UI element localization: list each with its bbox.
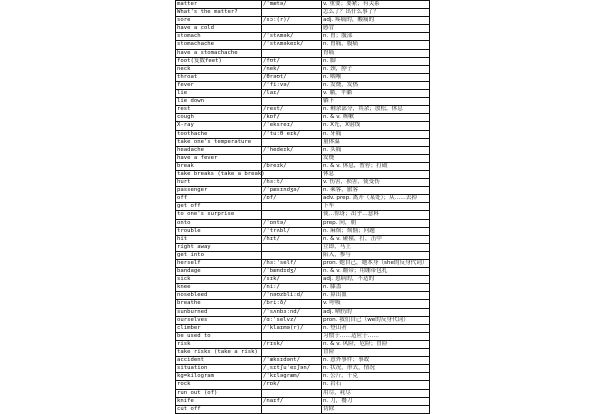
word-cell: climber [176, 324, 262, 332]
vocab-row [176, 349, 430, 357]
word-cell: have a stomachache [176, 49, 262, 57]
word-cell: nosebleed [176, 292, 262, 300]
phonetic-cell [262, 154, 322, 162]
meaning-cell: n. 刀，餐刀 [322, 397, 430, 405]
phonetic-cell: /ˈklaɪmə(r)/ [262, 324, 322, 332]
vocab-row [176, 235, 430, 243]
vocab-row [176, 268, 430, 276]
phonetic-cell: /ˈstʌməkeɪk/ [262, 41, 322, 49]
word-cell: herself [176, 260, 262, 268]
phonetic-cell: /ˈsʌnbɜːnd/ [262, 308, 322, 316]
phonetic-cell: /nek/ [262, 65, 322, 73]
vocab-row [176, 340, 430, 348]
meaning-cell: adj. 晒伤的 [322, 308, 430, 316]
meaning-cell: n. & v. 风险，危险；冒险 [322, 340, 430, 348]
word-cell: have a cold [176, 25, 262, 33]
word-cell: get into [176, 251, 262, 259]
meaning-cell: n. & v. 咳嗽 [322, 114, 430, 122]
word-cell: get off [176, 203, 262, 211]
word-cell: cough [176, 114, 262, 122]
word-cell: kg=kilogram [176, 373, 262, 381]
phonetic-cell [262, 389, 322, 397]
vocab-row [176, 81, 430, 89]
word-cell: knee [176, 284, 262, 292]
phonetic-cell: /ˈɒntə/ [262, 219, 322, 227]
vocab-row [176, 98, 430, 106]
word-cell: stomachache [176, 41, 262, 49]
meaning-cell: 切除 [322, 405, 430, 413]
meaning-cell: n. 脚 [322, 57, 430, 65]
word-cell: to one's surprise [176, 211, 262, 219]
phonetic-cell: /niː/ [262, 284, 322, 292]
meaning-cell: pron. 她自己，她本身（she的反身代词） [322, 260, 430, 268]
meaning-cell: 感冒 [322, 25, 430, 33]
meaning-cell: n. & v. 绷带；用绷带包扎 [322, 268, 430, 276]
word-cell: accident [176, 357, 262, 365]
meaning-cell: n. 发烧，发热 [322, 81, 430, 89]
phonetic-cell [262, 243, 322, 251]
meaning-cell: prep. 向，朝 [322, 219, 430, 227]
phonetic-cell: /ˈnəʊzbliːd/ [262, 292, 322, 300]
vocab-row [176, 308, 430, 316]
vocab-row [176, 138, 430, 146]
word-cell: lie down [176, 98, 262, 106]
vocab-row [176, 179, 430, 187]
vocab-row [176, 211, 430, 219]
vocab-row [176, 146, 430, 154]
meaning-cell: n. 意外事件；事故 [322, 357, 430, 365]
word-cell: breathe [176, 300, 262, 308]
phonetic-cell: /sɪk/ [262, 276, 322, 284]
word-cell: have a fever [176, 154, 262, 162]
phonetic-cell [262, 49, 322, 57]
word-cell: rock [176, 381, 262, 389]
meaning-cell: n. & v. 休息，暂停；打破 [322, 162, 430, 170]
meaning-cell: n. 岩石 [322, 381, 430, 389]
phonetic-cell: /naɪf/ [262, 397, 322, 405]
vocab-row [176, 284, 430, 292]
vocab-row [176, 41, 430, 49]
vocab-row [176, 90, 430, 98]
meaning-cell: v. 伤害，损害，使受伤 [322, 179, 430, 187]
vocab-row [176, 33, 430, 41]
phonetic-cell: /ˈmætə/ [262, 1, 322, 9]
phonetic-cell: /kɒf/ [262, 114, 322, 122]
word-cell: matter [176, 1, 262, 9]
phonetic-cell: /ˈfiːvə/ [262, 81, 322, 89]
meaning-cell: 习惯于……适应于…… [322, 332, 430, 340]
vocab-row [176, 260, 430, 268]
word-cell: rest [176, 106, 262, 114]
word-cell: toothache [176, 130, 262, 138]
word-cell: hit [176, 235, 262, 243]
vocab-row [176, 17, 430, 25]
word-cell: sunburned [176, 308, 262, 316]
phonetic-cell: /hɜːˈself/ [262, 260, 322, 268]
word-cell: bandage [176, 268, 262, 276]
meaning-cell: 使…惊讶；出乎…意料 [322, 211, 430, 219]
phonetic-cell [262, 332, 322, 340]
word-cell: ourselves [176, 316, 262, 324]
meaning-cell: 发烧 [322, 154, 430, 162]
vocab-row [176, 251, 430, 259]
phonetic-cell [262, 9, 322, 17]
phonetic-cell: /ˈstʌmək/ [262, 33, 322, 41]
vocab-row [176, 162, 430, 170]
meaning-cell: 休息 [322, 170, 430, 178]
word-cell: neck [176, 65, 262, 73]
phonetic-cell: /ˌsɪtʃuˈeɪʃən/ [262, 365, 322, 373]
phonetic-cell [262, 251, 322, 259]
word-cell: X-ray [176, 122, 262, 130]
vocab-row [176, 227, 430, 235]
meaning-cell: n. 剩余部分，其余；放松，休息 [322, 106, 430, 114]
phonetic-cell: /breɪk/ [262, 162, 322, 170]
phonetic-cell: /rest/ [262, 106, 322, 114]
vocab-row [176, 9, 430, 17]
vocab-row [176, 300, 430, 308]
vocabulary-table [175, 0, 430, 414]
phonetic-cell: /ˈæksɪdənt/ [262, 357, 322, 365]
meaning-cell: v. 呼吸 [322, 300, 430, 308]
meaning-cell: 胃痛 [322, 49, 430, 57]
phonetic-cell [262, 25, 322, 33]
meaning-cell: pron. 我们自己（we的反身代词） [322, 316, 430, 324]
word-cell: risk [176, 340, 262, 348]
phonetic-cell: /rɪsk/ [262, 340, 322, 348]
vocab-row [176, 114, 430, 122]
meaning-cell: n. 麻烦；烦恼；问题 [322, 227, 430, 235]
meaning-cell: n. 状况，形式，情况 [322, 365, 430, 373]
phonetic-cell: /ˈhedeɪk/ [262, 146, 322, 154]
meaning-cell: n. 咽喉 [322, 73, 430, 81]
word-cell: take one's temperature [176, 138, 262, 146]
phonetic-cell: /ɒf/ [262, 195, 322, 203]
word-cell: be used to [176, 332, 262, 340]
meaning-cell: n. 胃痛，腹痛 [322, 41, 430, 49]
phonetic-cell [262, 405, 322, 413]
meaning-cell: v. 重要；要紧；有关系 [322, 1, 430, 9]
word-cell: What's the matter? [176, 9, 262, 17]
word-cell: trouble [176, 227, 262, 235]
word-cell: headache [176, 146, 262, 154]
word-cell: knife [176, 397, 262, 405]
meaning-cell: 怎么了？出什么事了？ [322, 9, 430, 17]
vocab-row [176, 57, 430, 65]
phonetic-cell: /ˈtuːθ eɪk/ [262, 130, 322, 138]
meaning-cell: adj. 患病的，不适的 [322, 276, 430, 284]
vocab-row [176, 25, 430, 33]
meaning-cell: n. 鼻出血 [322, 292, 430, 300]
vocab-row [176, 154, 430, 162]
phonetic-cell: /laɪ/ [262, 90, 322, 98]
phonetic-cell: /rɒk/ [262, 381, 322, 389]
meaning-cell: adj. 疼痛的，酸痛的 [322, 17, 430, 25]
phonetic-cell [262, 349, 322, 357]
vocabulary-sheet [175, 0, 429, 412]
meaning-cell: n. 登山者 [322, 324, 430, 332]
vocab-row [176, 130, 430, 138]
word-cell: throat [176, 73, 262, 81]
word-cell: right away [176, 243, 262, 251]
vocab-row [176, 389, 430, 397]
meaning-cell: n. 牙痛 [322, 130, 430, 138]
vocab-row [176, 187, 430, 195]
vocab-row [176, 219, 430, 227]
vocab-row [176, 1, 430, 9]
vocab-row [176, 49, 430, 57]
vocab-row [176, 122, 430, 130]
word-cell: hurt [176, 179, 262, 187]
word-cell: onto [176, 219, 262, 227]
vocab-row [176, 170, 430, 178]
meaning-cell: n. X光，X射线 [322, 122, 430, 130]
phonetic-cell: /ɑːˈselvz/ [262, 316, 322, 324]
meaning-cell: 陷入，参与 [322, 251, 430, 259]
vocab-row [176, 373, 430, 381]
phonetic-cell: /fʊt/ [262, 57, 322, 65]
phonetic-cell [262, 211, 322, 219]
meaning-cell: n. 公斤，千克 [322, 373, 430, 381]
word-cell: fever [176, 81, 262, 89]
vocab-row [176, 65, 430, 73]
vocab-row [176, 292, 430, 300]
vocab-row [176, 381, 430, 389]
meaning-cell: n. 头痛 [322, 146, 430, 154]
phonetic-cell [262, 98, 322, 106]
phonetic-cell [262, 203, 322, 211]
vocab-row [176, 405, 430, 413]
vocab-row [176, 106, 430, 114]
meaning-cell: 躺下 [322, 98, 430, 106]
word-cell: off [176, 195, 262, 203]
word-cell: take risks (take a risk) [176, 349, 262, 357]
vocab-row [176, 357, 430, 365]
meaning-cell: 用尽，耗尽 [322, 389, 430, 397]
vocab-row [176, 332, 430, 340]
word-cell: foot(复数feet) [176, 57, 262, 65]
word-cell: sick [176, 276, 262, 284]
meaning-cell: n. 膝盖 [322, 284, 430, 292]
phonetic-cell: /ˈtrʌbl/ [262, 227, 322, 235]
phonetic-cell: /θrəʊt/ [262, 73, 322, 81]
word-cell: sore [176, 17, 262, 25]
vocab-row [176, 243, 430, 251]
vocab-row [176, 276, 430, 284]
phonetic-cell: /ˈbændɪdʒ/ [262, 268, 322, 276]
phonetic-cell: /sɔː(r)/ [262, 17, 322, 25]
vocab-row [176, 365, 430, 373]
meaning-cell: n. & v. 碰撞，打，击中 [322, 235, 430, 243]
word-cell: cut off [176, 405, 262, 413]
vocab-row [176, 195, 430, 203]
word-cell: take breaks (take a break) [177, 170, 265, 177]
meaning-cell: n. 颈，脖子 [322, 65, 430, 73]
phonetic-cell: /ˈpæsɪndʒə/ [262, 187, 322, 195]
phonetic-cell: /hɪt/ [262, 235, 322, 243]
meaning-cell: v. 躺，平躺 [322, 90, 430, 98]
vocab-row [176, 324, 430, 332]
vocabulary-table-body [176, 1, 430, 414]
meaning-cell: adv. prep. 离开（某处）；从……去掉 [322, 195, 430, 203]
word-cell: lie [176, 90, 262, 98]
phonetic-cell: /ˈeksreɪ/ [262, 122, 322, 130]
vocab-row [176, 397, 430, 405]
meaning-cell: n. 胃；腹部 [322, 33, 430, 41]
phonetic-cell [262, 170, 322, 178]
word-cell: passenger [176, 187, 262, 195]
word-cell: situation [176, 365, 262, 373]
vocab-row [176, 73, 430, 81]
meaning-cell: 下车 [322, 203, 430, 211]
word-cell: break [176, 162, 262, 170]
vocab-row [176, 316, 430, 324]
phonetic-cell: /briːð/ [262, 300, 322, 308]
meaning-cell: 冒险 [322, 349, 430, 357]
word-cell: run out (of) [176, 389, 262, 397]
meaning-cell: 立即，马上 [322, 243, 430, 251]
phonetic-cell [262, 138, 322, 146]
phonetic-cell: /ˈkɪləgræm/ [262, 373, 322, 381]
vocab-row [176, 203, 430, 211]
meaning-cell: 量体温 [322, 138, 430, 146]
meaning-cell: n. 乘客，旅客 [322, 187, 430, 195]
word-cell: stomach [176, 33, 262, 41]
phonetic-cell: /hɜːt/ [262, 179, 322, 187]
